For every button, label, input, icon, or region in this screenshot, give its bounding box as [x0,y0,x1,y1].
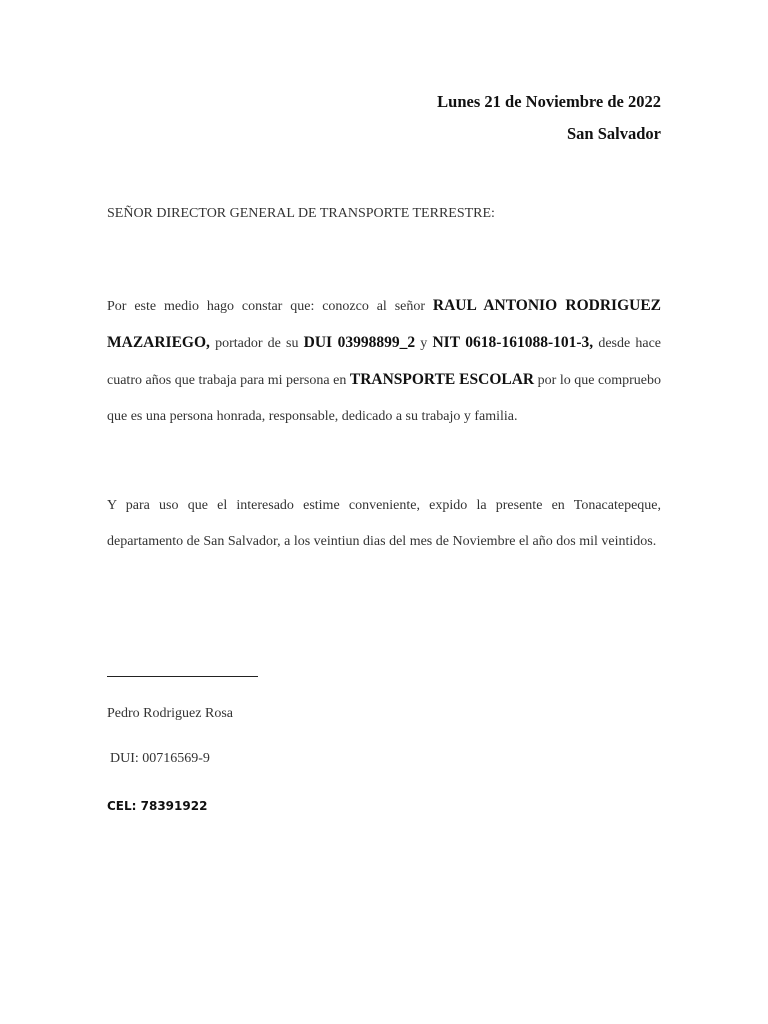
letter-date: Lunes 21 de Noviembre de 2022 [437,92,661,111]
signer-phone: CEL: 78391922 [107,799,208,813]
employee-name: RAUL ANTONIO RODRIGUEZ MAZARIEGO, [107,297,661,351]
letter-body-paragraph-1 [107,288,661,435]
signer-name: Pedro Rodriguez Rosa [107,706,233,721]
employee-nit: NIT 0618-161088-101-3, [432,334,594,351]
letter-page [107,0,661,1024]
paragraph-1-text-4: desde hace cuatro años que trabaja para mi persona en [107,336,661,388]
paragraph-1-text-2: portador de su [209,336,304,351]
letter-city: San Salvador [567,124,661,143]
paragraph-1-text-1: Por este medio hago constar que: conozco al señor [107,299,433,314]
signer-dui: DUI: 00716569-9 [110,751,210,766]
signature-line [107,676,258,677]
employee-dui: DUI 03998899_2 [303,334,416,351]
paragraph-1-text-5: por lo que compruebo que es una persona honrada, responsable, dedicado a su trabajo y familia. [107,373,662,424]
letter-salutation: SEÑOR DIRECTOR GENERAL DE TRANSPORTE TERRESTRE: [107,206,495,221]
letter-body-paragraph-2: Y para uso que el interesado estime conveniente, expido la presente en Tonacatepeque, departamento de San Salvador, a los veintiun dias del mes de Noviembre el año dos mil veintidos. [107,498,661,549]
company-name: TRANSPORTE ESCOLAR [349,371,535,388]
paragraph-1-text-3: y [415,336,433,351]
